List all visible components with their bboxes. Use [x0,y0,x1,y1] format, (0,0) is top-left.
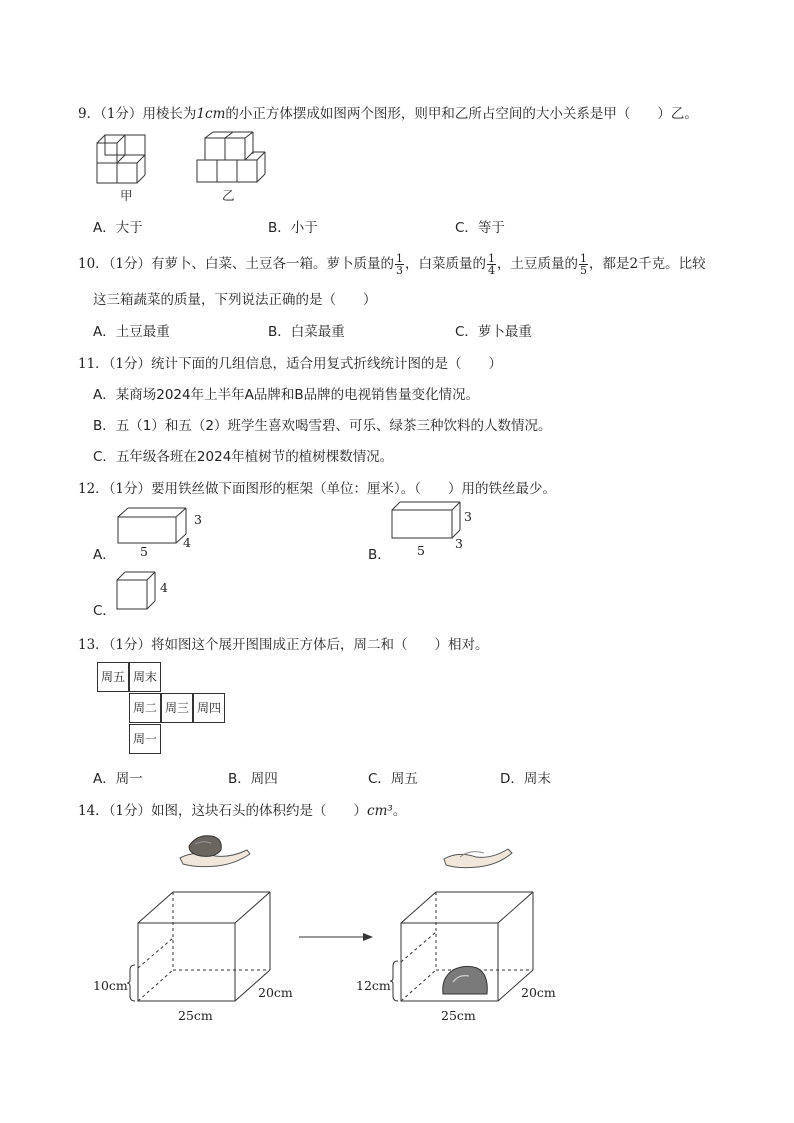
question-text: 将如图这个展开图围成正方体后，周二和（ ）相对。 [151,637,489,653]
net-face: 周一 [129,724,161,754]
question-11 [78,352,502,372]
denominator: 4 [488,264,496,277]
question-score: （1分） [108,256,152,272]
unit-text: cm³ [367,803,393,819]
question-text: ，都是2千克。比较 [589,256,706,272]
option-d[interactable]: D．周末 [500,771,551,787]
unit-text: 1cm [196,106,226,122]
denominator: 3 [396,264,404,277]
numerator: 1 [488,252,496,265]
option-c[interactable]: C．五年级各班在2024年植树节的植树棵数情况。 [93,449,394,465]
net-face: 周五 [97,662,129,692]
question-score: （1分） [108,803,152,819]
dim-width: 3 [455,536,463,551]
net-face: 周末 [129,662,161,692]
question-number: 13． [78,637,109,653]
question-text: ，白菜质量的 [405,256,487,272]
question-number: 10． [78,256,109,272]
net-face: 周三 [161,693,193,723]
question-number: 9． [78,106,101,122]
dim-width: 4 [183,535,191,550]
option-a[interactable]: A．大于 [93,220,143,236]
cube-figure-jia [95,130,155,188]
option-c[interactable]: C． [93,603,116,619]
question-text: 统计下面的几组信息，适合用复式折线统计图的是（ ） [151,356,503,372]
question-9 [78,102,698,122]
question-10 [78,252,706,276]
question-text: 用棱长为 [142,106,197,122]
question-12 [78,477,556,497]
question-score: （1分） [108,637,152,653]
arrow-right-icon [297,930,377,944]
length-label: 25cm [178,1008,213,1023]
question-text: ，土豆质量的 [497,256,579,272]
width-label: 20cm [258,985,293,1000]
question-text: 要用铁丝做下面图形的框架（单位：厘米）。（ ）用的铁丝最少。 [151,481,557,497]
question-score: （1分） [100,106,143,122]
dim-height: 3 [464,509,472,524]
fraction [395,253,404,276]
numerator: 1 [580,252,588,265]
option-b[interactable]: B．周四 [228,771,278,787]
dim-edge: 4 [160,580,168,595]
hand-with-stone-icon [175,828,255,873]
figure-label-jia: 甲 [120,188,133,203]
width-label: 20cm [521,985,556,1000]
net-face: 周四 [193,693,225,723]
question-number: 11． [78,356,109,372]
figure-label-yi: 乙 [222,188,235,203]
option-a[interactable]: A．某商场2024年上半年A品牌和B品牌的电视销售量变化情况。 [93,387,480,403]
denominator: 5 [580,264,588,277]
option-b[interactable]: B．小于 [268,220,318,236]
question-score: （1分） [108,356,152,372]
question-number: 14． [78,803,109,819]
question-text: 有萝卜、白菜、土豆各一箱。萝卜质量的 [151,256,395,272]
option-c[interactable]: C．周五 [368,771,418,787]
question-14 [78,799,406,819]
option-c[interactable]: C．萝卜最重 [455,324,532,340]
option-a[interactable]: A．土豆最重 [93,324,170,340]
option-a[interactable]: A．周一 [93,771,143,787]
dim-length: 5 [417,543,425,558]
fraction [487,253,496,276]
question-score: （1分） [108,481,152,497]
water-height-label: 12cm [356,978,391,993]
question-13 [78,633,489,653]
fraction [579,253,588,276]
option-a[interactable]: A． [93,547,116,563]
question-number: 12． [78,481,109,497]
cube-figure-yi [195,130,275,188]
water-height-label: 10cm [93,978,128,993]
numerator: 1 [396,252,404,265]
dim-height: 3 [194,512,202,527]
question-text: 如图，这块石头的体积约是（ ） [151,803,368,819]
empty-hand-icon [440,835,515,870]
net-face: 周二 [129,693,161,723]
dim-length: 5 [140,544,148,559]
option-b[interactable]: B．五（1）和五（2）班学生喜欢喝雪碧、可乐、绿茶三种饮料的人数情况。 [93,418,552,434]
cube-c [115,570,160,612]
question-10-line-2: 这三箱蔬菜的质量，下列说法正确的是（ ） [93,292,377,308]
option-b[interactable]: B． [368,547,391,563]
length-label: 25cm [441,1008,476,1023]
option-b[interactable]: B．白菜最重 [268,324,345,340]
question-text: 。 [392,803,407,819]
cuboid-b [390,500,465,542]
question-text: 的小正方体摆成如图两个图形，则甲和乙所占空间的大小关系是甲（ ）乙。 [225,106,698,122]
option-c[interactable]: C．等于 [455,220,505,236]
